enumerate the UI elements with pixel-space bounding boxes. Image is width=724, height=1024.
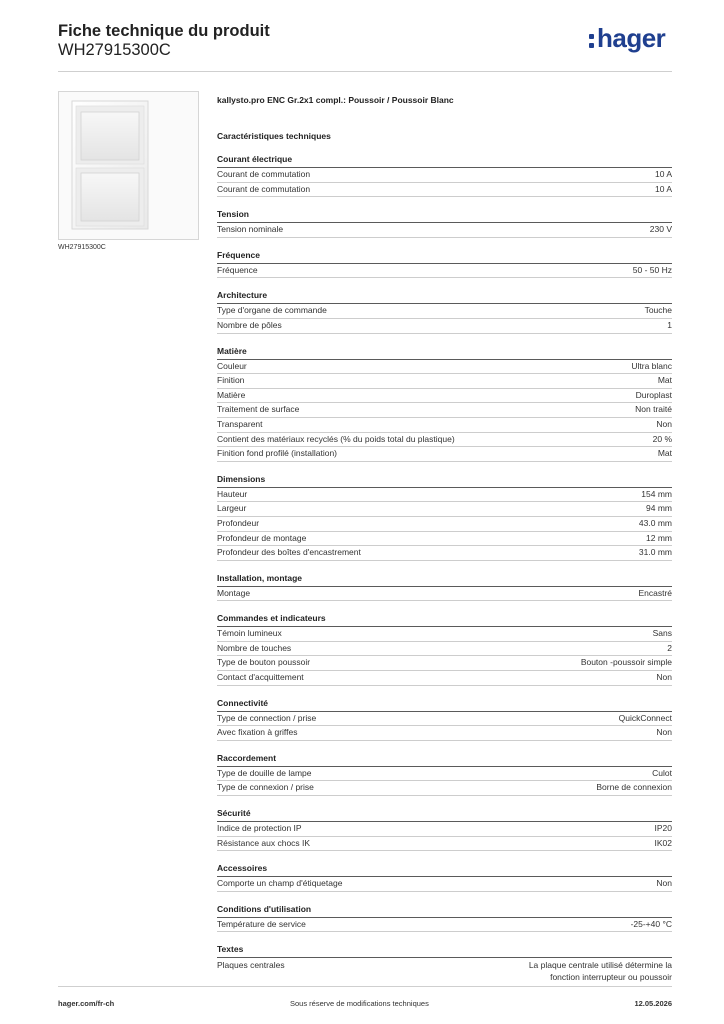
- spec-value: Ultra blanc: [631, 360, 672, 371]
- spec-row: [217, 264, 672, 279]
- spec-row: [217, 712, 672, 727]
- spec-label: Couleur: [217, 360, 247, 371]
- image-caption: WH27915300C: [58, 244, 106, 251]
- spec-section: [217, 154, 672, 197]
- spec-section: [217, 904, 672, 933]
- section-title: Connectivité: [217, 698, 672, 712]
- spec-label: Nombre de touches: [217, 642, 292, 653]
- spec-value: 10 A: [654, 183, 672, 194]
- spec-row: [217, 587, 672, 602]
- spec-value: Non: [656, 672, 672, 683]
- spec-value: Non: [656, 727, 672, 738]
- section-title: Commandes et indicateurs: [217, 613, 672, 627]
- section-title: Courant électrique: [217, 154, 672, 168]
- spec-row: [217, 627, 672, 642]
- section-title: Matière: [217, 346, 672, 360]
- spec-section: [217, 290, 672, 333]
- section-title: Installation, montage: [217, 573, 672, 587]
- spec-row: [217, 168, 672, 183]
- spec-value: 2: [667, 642, 672, 653]
- spec-label: Témoin lumineux: [217, 628, 282, 639]
- spec-row: [217, 532, 672, 547]
- spec-value: 230 V: [649, 224, 672, 235]
- logo-dot-top: [589, 34, 594, 39]
- spec-section: [217, 209, 672, 238]
- spec-content: [217, 95, 672, 999]
- spec-label: Contact d'acquittement: [217, 672, 304, 683]
- spec-row: [217, 403, 672, 418]
- spec-label: Indice de protection IP: [217, 823, 302, 834]
- section-title: Raccordement: [217, 753, 672, 767]
- spec-label: Type de connexion / prise: [217, 782, 314, 793]
- footer-website: hager.com/fr-ch: [58, 999, 115, 1008]
- section-title: Textes: [217, 944, 672, 958]
- spec-section: [217, 250, 672, 279]
- product-image: [58, 91, 199, 240]
- spec-value: 10 A: [654, 169, 672, 179]
- spec-value: IK02: [654, 837, 672, 848]
- spec-row: [217, 837, 672, 852]
- spec-value: Touche: [644, 305, 672, 316]
- spec-value: IP20: [654, 823, 672, 834]
- spec-row: [217, 488, 672, 503]
- spec-row: [217, 767, 672, 782]
- spec-row: [217, 726, 672, 741]
- spec-row: [217, 304, 672, 319]
- spec-label: Courant de commutation: [217, 183, 311, 194]
- spec-value: La plaque centrale utilisé détermine la fonction interrupteur ou poussoir: [528, 960, 672, 983]
- spec-label: Nombre de pôles: [217, 319, 282, 330]
- spec-row: [217, 360, 672, 375]
- spec-section: [217, 753, 672, 796]
- spec-label: Température de service: [217, 918, 306, 929]
- product-reference: WH27915300C: [58, 41, 171, 59]
- spec-value: Non: [656, 418, 672, 429]
- spec-label: Hauteur: [217, 488, 248, 499]
- spec-label: Fréquence: [217, 264, 258, 275]
- spec-value: Culot: [652, 767, 672, 778]
- spec-label: Largeur: [217, 503, 247, 514]
- spec-value: 94 mm: [646, 503, 672, 514]
- spec-section: [217, 346, 672, 462]
- footer-disclaimer: Sous réserve de modifications techniques: [290, 999, 429, 1008]
- spec-row: [217, 671, 672, 686]
- spec-value: Non traité: [635, 404, 672, 415]
- spec-label: Finition fond profilé (installation): [217, 448, 338, 459]
- spec-row: [217, 502, 672, 517]
- spec-value: Duroplast: [635, 389, 672, 400]
- spec-label: Montage: [217, 587, 251, 598]
- spec-label: Profondeur: [217, 517, 260, 528]
- spec-label: Profondeur de montage: [217, 532, 307, 543]
- section-title: Tension: [217, 209, 672, 223]
- spec-section: [217, 944, 672, 987]
- section-title: Accessoires: [217, 863, 672, 877]
- page-title: Fiche technique du produit: [58, 22, 270, 40]
- spec-value: Borne de connexion: [596, 782, 672, 793]
- spec-row: [217, 374, 672, 389]
- spec-row: [217, 389, 672, 404]
- spec-section: [217, 698, 672, 741]
- spec-label: Avec fixation à griffes: [217, 727, 298, 738]
- spec-row: [217, 822, 672, 837]
- spec-row: [217, 433, 672, 448]
- spec-label: Matière: [217, 389, 246, 400]
- spec-row: [217, 958, 672, 987]
- spec-label: Courant de commutation: [217, 169, 311, 179]
- spec-value: 43.0 mm: [638, 517, 672, 528]
- spec-label: Comporte un champ d'étiquetage: [217, 878, 343, 889]
- spec-label: Traitement de surface: [217, 404, 300, 415]
- spec-label: Profondeur des boîtes d'encastrement: [217, 547, 361, 558]
- spec-section: [217, 808, 672, 851]
- spec-label: Type de douille de lampe: [217, 767, 312, 778]
- spec-row: [217, 183, 672, 198]
- footer-divider: [58, 986, 672, 987]
- spec-section: [217, 613, 672, 685]
- spec-value: -25-+40 °C: [630, 918, 672, 929]
- spec-value: Mat: [657, 375, 672, 386]
- spec-row: [217, 546, 672, 561]
- section-title: Conditions d'utilisation: [217, 904, 672, 918]
- spec-label: Contient des matériaux recyclés (% du poids total du plastique): [217, 433, 455, 444]
- spec-value: QuickConnect: [618, 712, 672, 723]
- spec-value: 20 %: [652, 433, 672, 444]
- spec-row: [217, 642, 672, 657]
- footer-date: 12.05.2026: [634, 999, 672, 1008]
- spec-label: Finition: [217, 375, 245, 386]
- header-divider: [58, 71, 672, 72]
- section-title: Dimensions: [217, 474, 672, 488]
- spec-value: Encastré: [638, 587, 672, 598]
- switch-plate-illustration: [59, 92, 198, 239]
- spec-value: 1: [667, 319, 672, 330]
- spec-label: Tension nominale: [217, 224, 284, 235]
- logo-dot-bottom: [589, 43, 594, 48]
- spec-row: [217, 517, 672, 532]
- spec-section: [217, 573, 672, 602]
- spec-row: [217, 223, 672, 238]
- spec-value: 50 - 50 Hz: [632, 264, 672, 275]
- spec-value: Mat: [657, 448, 672, 459]
- spec-row: [217, 918, 672, 933]
- spec-value: 31.0 mm: [638, 547, 672, 558]
- spec-label: Plaques centrales: [217, 960, 285, 971]
- spec-value: 154 mm: [641, 488, 672, 499]
- product-name: kallysto.pro ENC Gr.2x1 compl.: Poussoir / Poussoir Blanc: [217, 95, 454, 105]
- spec-value: Sans: [652, 628, 672, 639]
- spec-label: Type de connection / prise: [217, 712, 317, 723]
- spec-label: Résistance aux chocs IK: [217, 837, 311, 848]
- spec-row: [217, 877, 672, 892]
- spec-row: [217, 447, 672, 462]
- spec-value: Bouton -poussoir simple: [580, 657, 672, 668]
- spec-row: [217, 656, 672, 671]
- spec-value: 12 mm: [646, 532, 672, 543]
- logo-text: hager: [597, 23, 666, 53]
- section-title: Architecture: [217, 290, 672, 304]
- section-title: Sécurité: [217, 808, 672, 822]
- characteristics-title: Caractéristiques techniques: [217, 131, 331, 141]
- spec-row: [217, 781, 672, 796]
- spec-row: [217, 418, 672, 433]
- section-title: Fréquence: [217, 250, 672, 264]
- spec-value: Non: [656, 878, 672, 889]
- spec-label: Type d'organe de commande: [217, 305, 327, 316]
- spec-section: [217, 474, 672, 561]
- spec-label: Transparent: [217, 418, 263, 429]
- spec-section: [217, 863, 672, 892]
- spec-label: Type de bouton poussoir: [217, 657, 311, 668]
- spec-row: [217, 319, 672, 334]
- spec-sections: [217, 154, 672, 987]
